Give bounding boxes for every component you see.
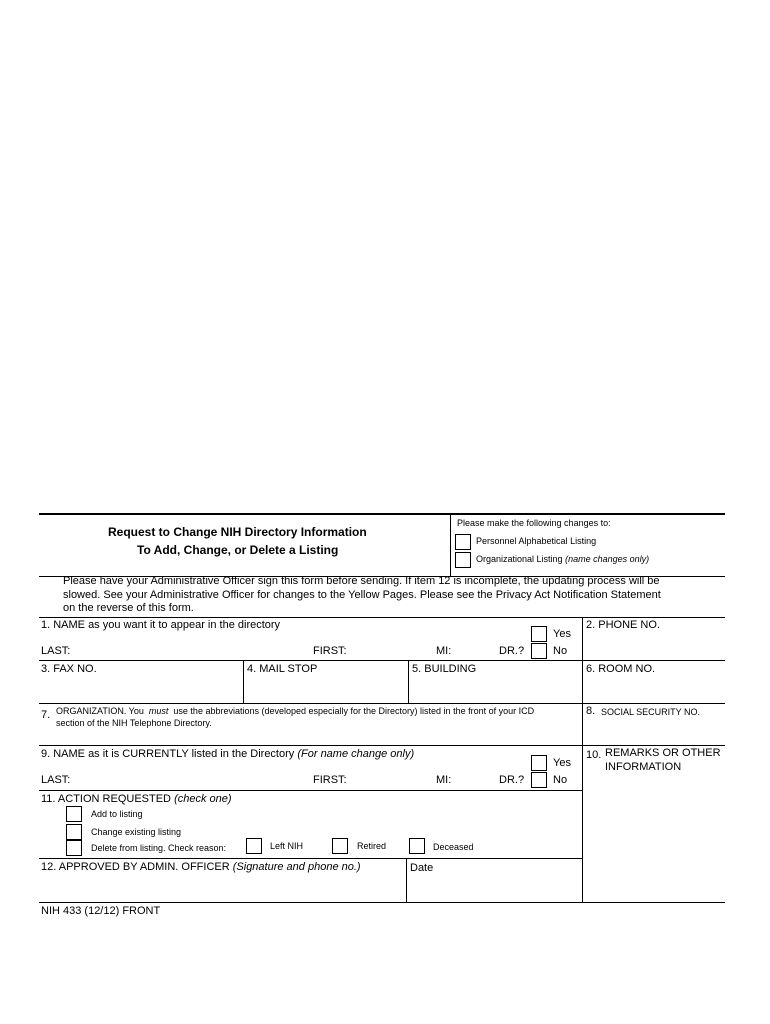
field1-label: 1. NAME as you want it to appear in the directory	[41, 619, 281, 631]
field4-label: 4. MAIL STOP	[247, 663, 318, 675]
field10-label-line2: INFORMATION	[605, 761, 682, 773]
field7-label: ORGANIZATION. You must use the abbreviations (developed especially for the Directory) listed in the front of your ICD	[56, 706, 535, 716]
field9-no-label: No	[553, 774, 568, 786]
field9-mi-label: MI:	[436, 774, 452, 786]
row1-bottom-line	[39, 660, 725, 661]
field7-number: 7.	[41, 709, 51, 721]
form-title-line2: To Add, Change, or Delete a Listing	[137, 543, 339, 557]
left-nih-label: Left NIH	[270, 841, 304, 851]
change-listing-checkbox[interactable]	[66, 824, 82, 840]
header-instructions: Please make the following changes to:	[457, 518, 611, 528]
field9-dr-no-checkbox[interactable]	[531, 772, 547, 788]
mail-building-divider	[408, 660, 409, 703]
date-label: Date	[410, 862, 434, 874]
deceased-checkbox[interactable]	[409, 838, 425, 854]
field9-label: 9. NAME as it is CURRENTLY listed in the Directory (For name change only)	[41, 748, 415, 760]
field9-yes-label: Yes	[553, 757, 571, 769]
field1-yes-label: Yes	[553, 628, 571, 640]
field6-label: 6. ROOM NO.	[586, 663, 656, 675]
field8-number: 8.	[586, 705, 596, 717]
change-listing-label: Change existing listing	[91, 827, 182, 837]
field9-dr-label: DR.?	[499, 774, 525, 786]
field3-label: 3. FAX NO.	[41, 663, 97, 675]
field12-label: 12. APPROVED BY ADMIN. OFFICER (Signature and phone no.)	[41, 861, 361, 873]
intro-text: Please have your Administrative Officer sign this form before sending. If item 12 is incomplete, the updating process will be slowed. See your Administrative Officer for changes to the Yellow Pages. Please see the Privacy Act Notification Statement on the reverse of this form.	[63, 575, 661, 614]
form-title-line1: Request to Change NIH Directory Information	[108, 525, 367, 539]
field7-label-line2: section of the NIH Telephone Directory.	[56, 718, 212, 728]
fax-mail-divider	[243, 660, 244, 703]
field9-last-label: LAST:	[41, 774, 71, 786]
row11-bottom-line	[39, 858, 583, 859]
personnel-listing-checkbox[interactable]	[455, 534, 471, 550]
field2-label: 2. PHONE NO.	[586, 619, 660, 631]
field10-label-line1: REMARKS OR OTHER	[605, 747, 721, 759]
retired-label: Retired	[357, 841, 387, 851]
retired-checkbox[interactable]	[332, 838, 348, 854]
form-top-border	[39, 513, 725, 515]
organizational-listing-label: Organizational Listing (name changes only)	[476, 554, 650, 564]
delete-listing-checkbox[interactable]	[66, 840, 82, 856]
organizational-listing-checkbox[interactable]	[455, 552, 471, 568]
field9-first-label: FIRST:	[313, 774, 347, 786]
header-divider	[450, 514, 451, 576]
field1-dr-yes-checkbox[interactable]	[531, 626, 547, 642]
field9-dr-yes-checkbox[interactable]	[531, 755, 547, 771]
field10-number: 10.	[586, 749, 602, 761]
row7-bottom-line	[39, 745, 725, 746]
field1-last-label: LAST:	[41, 645, 71, 657]
form-number: NIH 433 (12/12) FRONT	[41, 905, 161, 917]
personnel-listing-label: Personnel Alphabetical Listing	[476, 536, 597, 546]
form-bottom-line	[39, 902, 725, 903]
signature-date-divider	[406, 858, 407, 903]
intro-bottom-line	[39, 617, 725, 618]
delete-listing-label: Delete from listing. Check reason:	[91, 843, 227, 853]
field1-dr-label: DR.?	[499, 645, 525, 657]
add-listing-label: Add to listing	[91, 809, 143, 819]
field1-mi-label: MI:	[436, 645, 452, 657]
left-nih-checkbox[interactable]	[246, 838, 262, 854]
row9-bottom-line	[39, 790, 583, 791]
field1-dr-no-checkbox[interactable]	[531, 643, 547, 659]
field8-label: SOCIAL SECURITY NO.	[601, 707, 701, 717]
field1-first-label: FIRST:	[313, 645, 347, 657]
deceased-label: Deceased	[433, 842, 474, 852]
field5-label: 5. BUILDING	[412, 663, 477, 675]
add-listing-checkbox[interactable]	[66, 806, 82, 822]
field11-label: 11. ACTION REQUESTED (check one)	[41, 793, 232, 805]
row3-bottom-line	[39, 703, 725, 704]
field1-no-label: No	[553, 645, 568, 657]
